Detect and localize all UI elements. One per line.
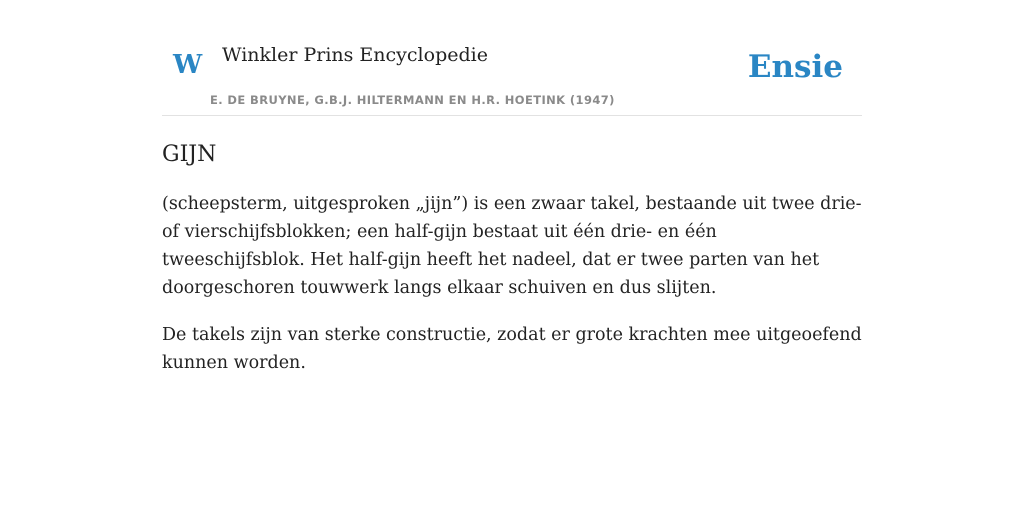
authors-line: E. DE BRUYNE, G.B.J. HILTERMANN EN H.R. HOETINK (1947): [210, 93, 615, 107]
page: [162, 0, 862, 377]
winkler-prins-logo[interactable]: W: [173, 50, 203, 80]
entry-body: [162, 190, 862, 377]
site-title: Winkler Prins Encyclopedie: [222, 44, 488, 66]
site-header: [162, 0, 862, 116]
ensie-logo[interactable]: Ensie: [747, 49, 843, 85]
entry-paragraph: De takels zijn van sterke constructie, zodat er grote krachten mee uitgeoefend kunnen worden.: [162, 325, 862, 373]
entry-title: GIJN: [162, 142, 217, 167]
entry-paragraph: (scheepsterm, uitgesproken „jijn”) is een zwaar takel, bestaande uit twee drie- of vierschijfsblokken; een half-gijn bestaat uit één drie- en één tweeschijfsblok. Het half-gijn heeft het nadeel, dat er twee parten van het doorgeschoren touwwerk langs elkaar schuiven en dus slijten.: [162, 194, 862, 298]
